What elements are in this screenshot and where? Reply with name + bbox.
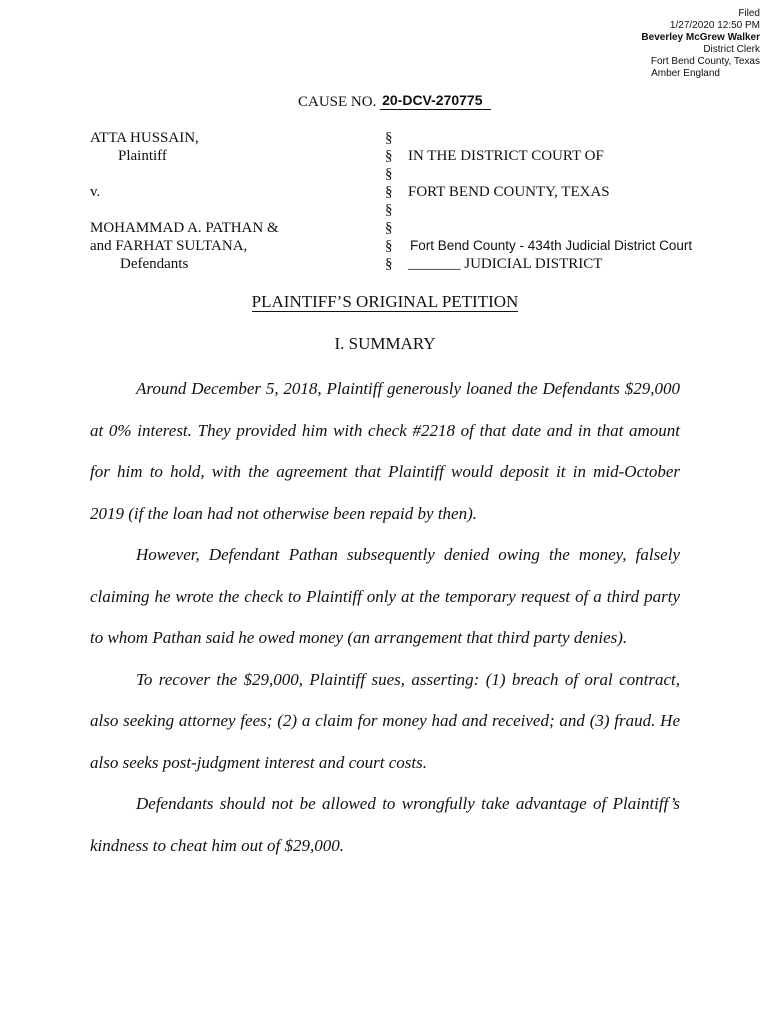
- versus: v.: [90, 184, 101, 200]
- section-symbol: §: [385, 202, 393, 218]
- section-symbols: [385, 129, 397, 273]
- defendant-name-1: MOHAMMAD A. PATHAN &: [90, 220, 279, 236]
- plaintiff-role: Plaintiff: [118, 148, 167, 164]
- section-symbol: §: [385, 256, 393, 272]
- paragraph: Defendants should not be allowed to wrongfully take advantage of Plaintiff’s kindness to cheat him out of $29,000.: [90, 794, 680, 855]
- section-symbol: §: [385, 220, 393, 236]
- section-symbol: §: [385, 166, 393, 182]
- section-symbol: §: [385, 130, 393, 146]
- section-symbol: §: [385, 238, 393, 254]
- plaintiff-name: ATTA HUSSAIN,: [90, 130, 199, 146]
- summary-body: [90, 368, 680, 866]
- paragraph: To recover the $29,000, Plaintiff sues, asserting: (1) breach of oral contract, also seeking attorney fees; (2) a claim for money had and received; and (3) fraud. He also seeks post-judgment interest and court costs.: [90, 669, 680, 772]
- cause-number: 20-DCV-270775: [380, 92, 490, 110]
- cause-label: CAUSE NO.: [298, 94, 377, 110]
- filed-label: Filed: [738, 8, 760, 19]
- court-block: [408, 129, 718, 273]
- paragraph: Around December 5, 2018, Plaintiff generously loaned the Defendants $29,000 at 0% interest. They provided him with check #2218 of that date and in that amount for him to hold, with the agreement that Plaintiff would deposit it in mid-October 2019 (if the loan had not otherwise been repaid by then).: [90, 379, 680, 523]
- parties-block: [90, 129, 380, 273]
- document-title: [0, 292, 770, 312]
- defendant-role: Defendants: [120, 256, 189, 272]
- clerk-county: Fort Bend County, Texas: [650, 56, 760, 67]
- court-line-2: FORT BEND COUNTY, TEXAS: [408, 184, 610, 200]
- court-line-3: _______ JUDICIAL DISTRICT: [408, 256, 603, 272]
- court-line-1: IN THE DISTRICT COURT OF: [408, 148, 604, 164]
- document-title-text: PLAINTIFF’S ORIGINAL PETITION: [251, 292, 519, 311]
- section-symbol: §: [385, 184, 393, 200]
- section-heading: I. SUMMARY: [334, 334, 436, 353]
- clerk-name: Beverley McGrew Walker: [641, 32, 760, 43]
- paragraph: However, Defendant Pathan subsequently denied owing the money, falsely claiming he wrote the check to Plaintiff only at the temporary request of a third party to whom Pathan said he owed money (an arrangement that third party denies).: [90, 545, 680, 647]
- deputy-clerk: Amber England: [651, 68, 720, 79]
- clerk-title: District Clerk: [703, 44, 760, 55]
- case-caption: [90, 129, 710, 279]
- filing-stamp: [560, 8, 760, 80]
- court-assignment-stamp: Fort Bend County - 434th Judicial District Court: [410, 238, 693, 253]
- defendant-name-2: and FARHAT SULTANA,: [90, 238, 248, 254]
- cause-number-line: [298, 92, 491, 111]
- filed-datetime: 1/27/2020 12:50 PM: [669, 20, 760, 31]
- section-symbol: §: [385, 148, 393, 164]
